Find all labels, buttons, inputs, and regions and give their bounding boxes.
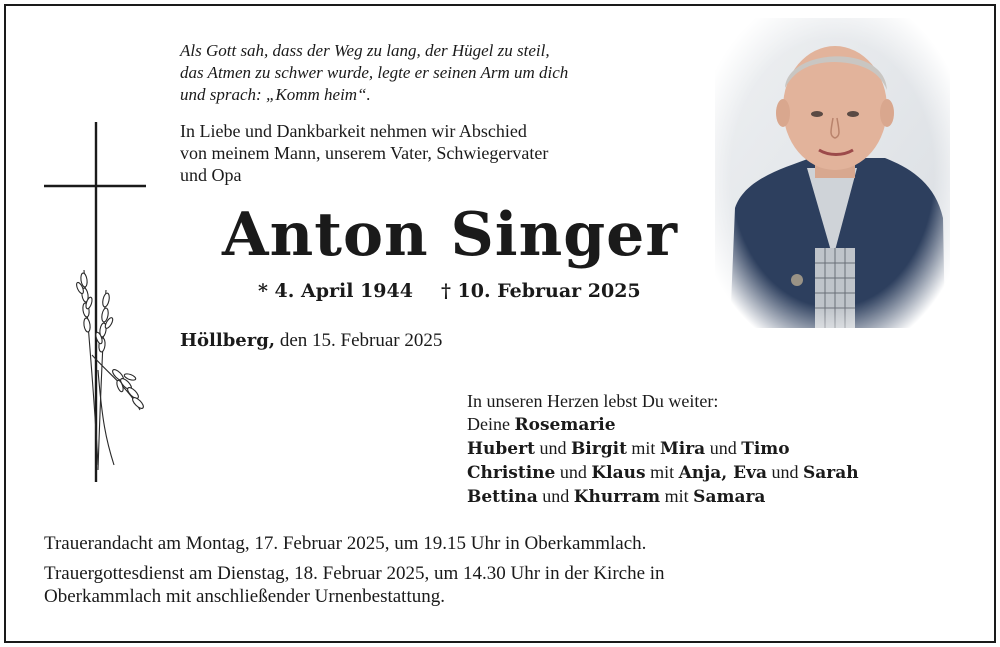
family-member: Hubert (467, 439, 535, 459)
family-list (467, 390, 859, 509)
family-member: Khurram (573, 487, 661, 507)
service-funeral (44, 562, 665, 608)
notice-date: den 15. Februar 2025 (275, 330, 443, 351)
family-member: Bettina (467, 487, 538, 507)
family-joiner: und (534, 438, 571, 458)
service-funeral-line: Oberkammlach mit anschließender Urnenbestattung. (44, 586, 445, 607)
family-line (467, 413, 859, 437)
verse-line: Als Gott sah, dass der Weg zu lang, der Hügel zu steil, (180, 41, 550, 60)
death-date: † 10. Februar 2025 (440, 280, 641, 302)
family-member: Birgit (570, 439, 627, 459)
life-dates (258, 280, 641, 302)
family-member: Timo (741, 439, 790, 459)
service-funeral-line: Trauergottesdienst am Dienstag, 18. Februar 2025, um 14.30 Uhr in der Kirche in (44, 563, 665, 584)
family-joiner: und (705, 438, 742, 458)
family-joiner: Deine (467, 414, 515, 434)
family-member: Samara (693, 487, 766, 507)
deceased-name: Anton Singer (222, 200, 678, 270)
family-member: Klaus (591, 463, 646, 483)
family-line (467, 437, 859, 461)
birth-date: * 4. April 1944 (258, 280, 413, 302)
cross-icon (40, 120, 150, 490)
intro-line: von meinem Mann, unserem Vater, Schwiegervater (180, 143, 549, 163)
verse-line: und sprach: „Komm heim“. (180, 85, 371, 104)
family-joiner: und (766, 462, 803, 482)
verse-text (180, 40, 568, 106)
family-joiner: mit (660, 486, 694, 506)
family-joiner: mit (645, 462, 679, 482)
family-heading: In unseren Herzen lebst Du weiter: (467, 391, 719, 411)
family-joiner: mit (626, 438, 660, 458)
family-line (467, 485, 859, 509)
portrait-photo (715, 18, 950, 328)
family-member: Christine (467, 463, 556, 483)
place-date (180, 330, 442, 352)
service-vigil: Trauerandacht am Montag, 17. Februar 2025, um 19.15 Uhr in Oberkammlach. (44, 533, 647, 554)
intro-line: und Opa (180, 165, 242, 185)
service-info (44, 532, 665, 615)
family-member: Mira (659, 439, 706, 459)
place-name: Höllberg, (180, 330, 276, 351)
family-joiner: und (537, 486, 574, 506)
family-member: Sarah (802, 463, 859, 483)
intro-text (180, 120, 548, 186)
verse-line: das Atmen zu schwer wurde, legte er seinen Arm um dich (180, 63, 569, 82)
wheat-icon (75, 270, 145, 470)
intro-line: In Liebe und Dankbarkeit nehmen wir Abschied (180, 121, 527, 141)
family-member: Anja, Eva (678, 463, 767, 483)
family-member: Rosemarie (514, 415, 616, 435)
family-line (467, 461, 859, 485)
family-joiner: und (555, 462, 592, 482)
